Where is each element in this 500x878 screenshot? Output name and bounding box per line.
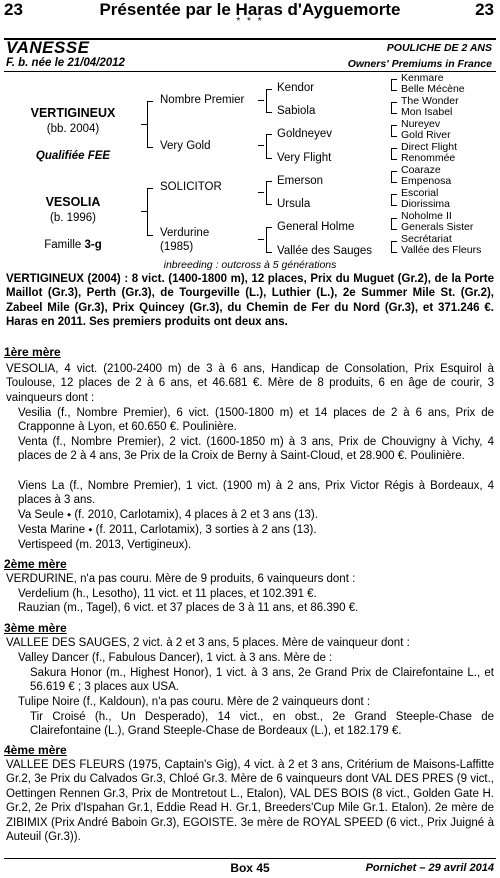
bracket-g3-4	[391, 148, 397, 160]
bracket-g3-2	[391, 102, 397, 114]
gen2-nombre-premier: Nombre Premier	[160, 94, 245, 106]
gen3-emerson: Emerson	[277, 175, 324, 187]
section-second-dam: 2ème mère	[4, 557, 67, 571]
owners-premiums: Owners' Premiums in France	[347, 58, 492, 70]
page-number-right: 23	[475, 0, 494, 19]
gen3-ursula: Ursula	[277, 198, 311, 210]
bottom-rule	[4, 858, 496, 859]
bracket-sire	[147, 101, 153, 148]
second-dam-intro: VERDURINE, n'a pas couru. Mère de 9 produits, 6 vainqueurs dont :	[6, 573, 356, 585]
horse-birth: F. b. née le 21/04/2012	[6, 57, 125, 69]
gen4-secretariat: Secrétariat	[401, 233, 452, 245]
third-dam-produce-1: Valley Dancer (f., Fabulous Dancer), 1 vict. à 3 ans. Mère de :	[18, 652, 333, 664]
gen3-goldneyev: Goldneyev	[277, 128, 332, 140]
section-first-dam: 1ère mère	[4, 345, 61, 359]
gen2-verdurine-year: (1985)	[160, 241, 194, 253]
separator-stars: * * *	[236, 16, 264, 27]
dam-family	[8, 239, 138, 251]
gen2-verdurine: Verdurine	[160, 227, 210, 239]
gen4-empenosa: Empenosa	[401, 175, 452, 187]
gen4-renommee: Renommée	[401, 152, 456, 164]
first-dam-produce-1: Vesilia (f., Nombre Premier), 6 vict. (1500-1800 m) et 14 places de 2 à 6 ans, Prix de Crapponne à Lyon, et 60.650 €. Poulinière.	[18, 407, 494, 434]
sire-name: VERTIGINEUX	[30, 106, 116, 120]
bracket-g2-1	[266, 89, 272, 113]
gen4-escorial: Escorial	[401, 187, 439, 199]
gen4-belle-mecene: Belle Mécène	[401, 83, 465, 95]
third-dam-produce-3: Tulipe Noire (f., Kaldoun), n'a pas couru. Mère de 2 vainqueurs dont :	[18, 696, 371, 708]
sire-qualification: Qualifiée FEE	[35, 150, 111, 162]
gen4-kenmare: Kenmare	[401, 72, 444, 84]
gen4-noholme: Noholme II	[401, 210, 452, 222]
gen3-very-flight: Very Flight	[277, 152, 332, 164]
section-fourth-dam: 4ème mère	[4, 743, 67, 757]
gen2-solicitor: SOLICITOR	[160, 181, 222, 193]
bracket-g3-6	[391, 194, 397, 206]
gen3-kendor: Kendor	[277, 82, 315, 94]
fourth-dam-text: VALLEE DES FLEURS (1975, Captain's Gig), 4 vict. à 2 et 3 ans, Critérium de Maisons-Laffitte Gr.2, 3e Prix du Calvados Gr.3, Chloé Gr.3. Mère de 6 vainqueurs dont VAL DES PRES (9 vict., Oettingen Rennen Gr.3, Prix de Montretout L., Etalon), VAL DES BOIS (8 vict., Golden Gate H. Gr.2, 2e Prix d'Ispahan Gr.1, Eddie Read H. Gr.1, Breeders'Cup Mile Gr.1. Etalon). 2e mère de ZIBIMIX (Prix André Baboin Gr.3), EGOISTE. 3e mère de ROYAL SPEED (6 vict., Prix Juigné à Auteuil (Gr.3)).	[6, 759, 494, 844]
box-number: Box 45	[230, 861, 270, 875]
first-dam-produce-3: Viens La (f., Nombre Premier), 1 vict. (1900 m) à 2 ans, Prix Victor Régis à Bordeaux, 4 places à 3 ans.	[18, 480, 494, 507]
tick-dam	[141, 211, 147, 212]
gen4-direct-flight: Direct Flight	[401, 141, 458, 153]
gen4-diorissima: Diorissima	[401, 198, 451, 210]
gen2-very-gold: Very Gold	[160, 140, 211, 152]
third-dam-produce-2: Sakura Honor (m., Highest Honor), 1 vict. à 3 ans, 2e Grand Prix de Clairefontaine L., et 56.619 € ; 3 places aux USA.	[30, 667, 494, 694]
bracket-g3-3	[391, 125, 397, 137]
second-dam-produce-2: Rauzian (m., Tagel), 6 vict. et 37 places de 3 à 11 ans, et 86.390 €.	[18, 602, 359, 614]
gen4-mon-isabel: Mon Isabel	[401, 106, 453, 118]
gen3-general-holme: General Holme	[277, 221, 355, 233]
sire-info: (bb. 2004)	[46, 123, 100, 135]
bracket-g3-5	[391, 171, 397, 183]
gen4-gold-river: Gold River	[401, 129, 451, 141]
first-dam-produce-2: Venta (f., Nombre Premier), 2 vict. (1600-1850 m) à 3 ans, Prix de Chouvigny à Vichy, 4 places de 2 à 4 ans, 3e Prix de la Croix de Berny à Saint-Cloud, et 28.900 €. Poulinière.	[18, 436, 494, 463]
gen4-coaraze: Coaraze	[401, 164, 441, 176]
page-title: Présentée par le Haras d'Ayguemorte	[99, 0, 401, 19]
first-dam-produce-6: Vertispeed (m. 2013, Vertigineux).	[18, 539, 192, 551]
tick-g2-4	[258, 239, 264, 240]
bracket-g2-3	[266, 181, 272, 205]
family-number: 3-g	[84, 239, 102, 251]
sale-place-date: Pornichet – 29 avril 2014	[365, 862, 494, 874]
gen4-vallee-des-fleurs: Vallée des Fleurs	[401, 244, 482, 256]
bracket-g3-1	[391, 79, 397, 91]
tick-g2-1	[258, 100, 264, 101]
inbreeding-note: inbreeding : outcross à 5 générations	[163, 259, 337, 271]
tick-g2-3	[258, 192, 264, 193]
bracket-g3-8	[391, 241, 397, 253]
gen4-nureyev: Nureyev	[401, 118, 441, 130]
gen4-the-wonder: The Wonder	[401, 95, 459, 107]
bracket-dam	[147, 188, 153, 236]
bracket-g3-7	[391, 218, 397, 230]
third-dam-intro: VALLEE DES SAUGES, 2 vict. à 2 et 3 ans, 5 places. Mère de vainqueur dont :	[6, 637, 410, 649]
third-dam-produce-4: Tir Croisé (h., Un Desperado), 14 vict., en obst., 2e Grand Steeple-Chase de Clairefontaine (L.), Grand Steeple-Chase de Bordeaux (L.), et 182.179 €.	[30, 711, 494, 738]
tick-g2-2	[258, 145, 264, 146]
second-dam-produce-1: Verdelium (h., Lesotho), 11 vict. et 11 places, et 102.391 €.	[18, 588, 317, 600]
bracket-g2-4	[266, 227, 272, 253]
section-third-dam: 3ème mère	[4, 621, 67, 635]
bracket-g2-2	[266, 134, 272, 159]
family-label: Famille	[44, 239, 85, 251]
first-dam-produce-5: Vesta Marine ⬩ (f. 2011, Carlotamix), 3 sorties à 2 ans (13).	[18, 524, 317, 536]
first-dam-intro: VESOLIA, 4 vict. (2100-2400 m) de 3 à 6 ans, Handicap de Consolation, Prix Esquirol à Toulouse, 12 places de 2 à 6 ans, et 46.681 €. Mère de 8 produits, 6 en âge de courir, 3 vainqueurs dont :	[6, 363, 494, 404]
horse-name: VANESSE	[6, 38, 90, 57]
dam-name: VESOLIA	[45, 195, 101, 209]
sire-record: VERTIGINEUX (2004) : 8 vict. (1400-1800 m), 12 places, Prix du Muguet (Gr.2), de la Porte Maillot (Gr.3), Perth (Gr.3), de Tourgeville (L.), Luthier (L.), 2e Summer Mile St. (Gr.2), Zabeel Mile (Gr.3), Prix Quincey (Gr.3), du Chemin de Fer du Nord (Gr.3), et 371.246 €. Haras en 2011. Ses premiers produits ont deux ans.	[6, 273, 494, 329]
tick-sire	[141, 124, 147, 125]
page-number-left: 23	[4, 0, 23, 19]
dam-info: (b. 1996)	[49, 212, 97, 224]
gen3-vallee-des-sauges: Vallée des Sauges	[277, 245, 373, 257]
horse-category: POULICHE DE 2 ANS	[386, 42, 492, 54]
gen4-generals-sister: Generals Sister	[401, 221, 474, 233]
gen3-sabiola: Sabiola	[277, 105, 316, 117]
first-dam-produce-4: Va Seule ⬩ (f. 2010, Carlotamix), 4 places à 2 et 3 ans (13).	[18, 509, 318, 521]
